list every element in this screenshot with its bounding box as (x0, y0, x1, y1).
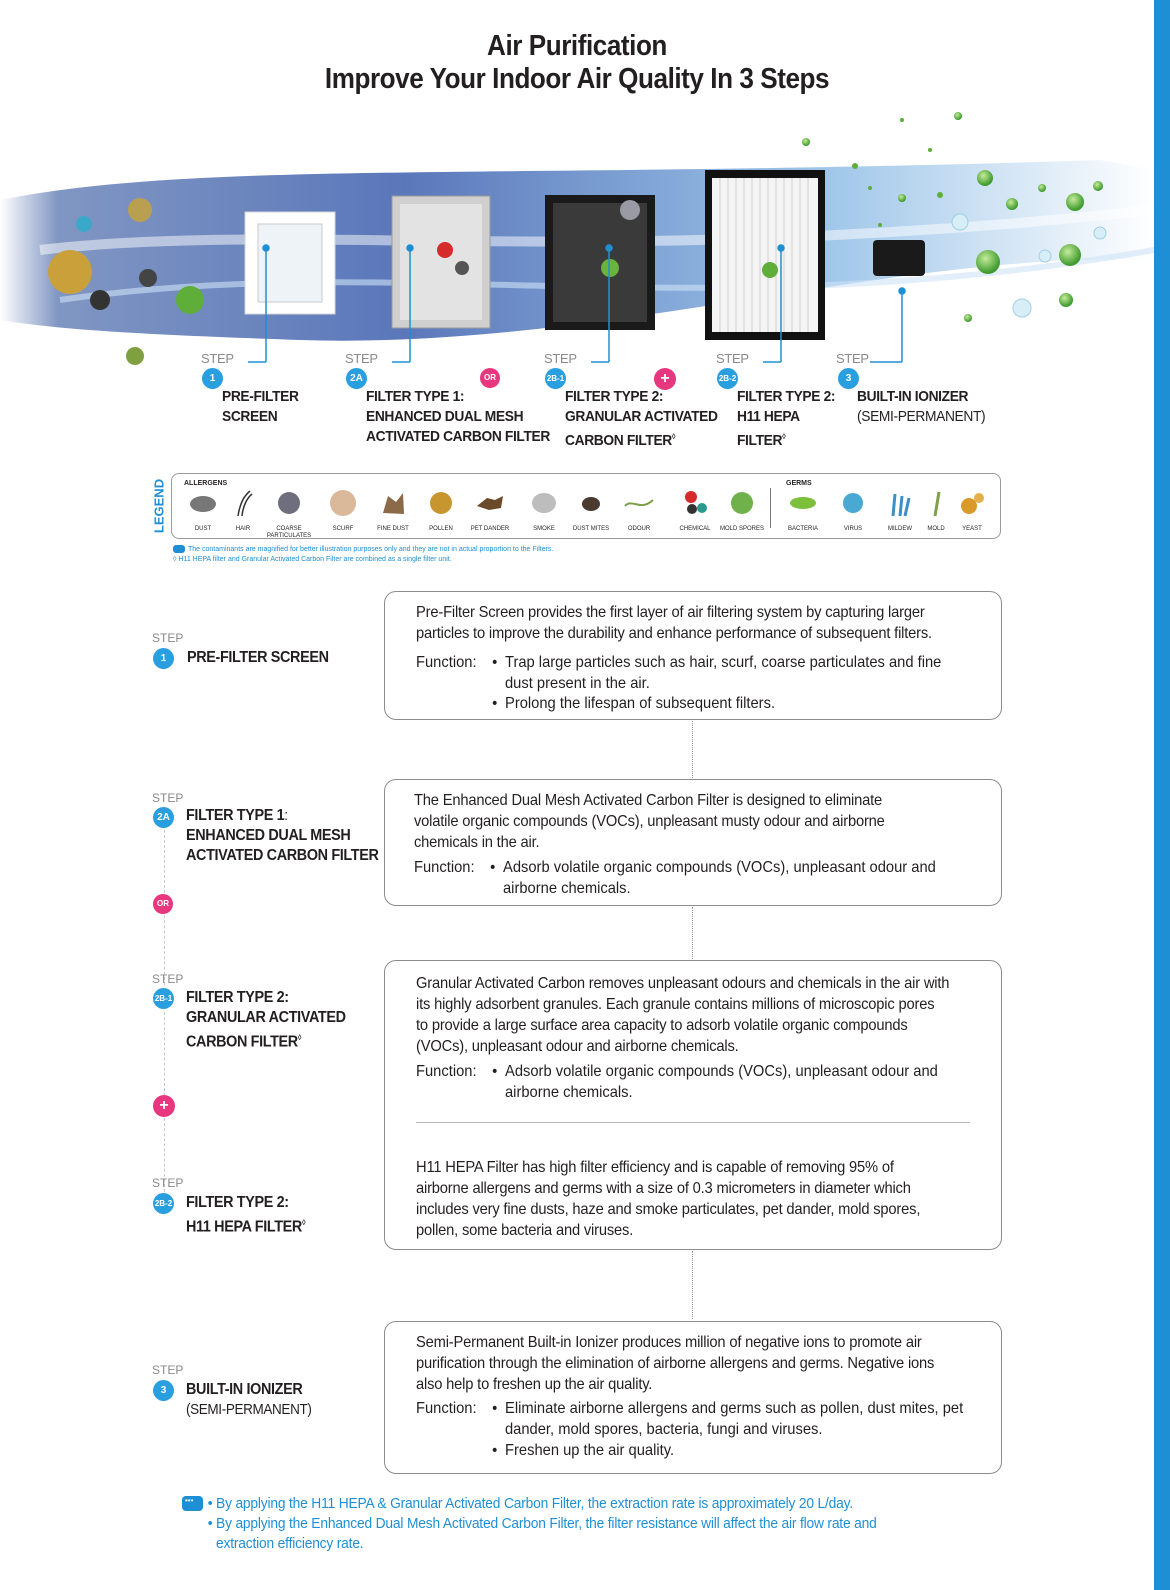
side-step2b2-name: FILTER TYPE 2: H11 HEPA FILTER◊ (186, 1194, 306, 1236)
side-step3-word: STEP (152, 1363, 184, 1377)
scurf-icon (328, 488, 358, 518)
yeast-icon (957, 488, 987, 518)
coarse-particulates-icon (274, 488, 304, 518)
bullet-item: • Adsorb volatile organic compounds (VOCs), unpleasant odour and airborne chemicals. (503, 857, 936, 899)
connector-dots-1 (692, 721, 693, 778)
legend-scurf: SCURF (320, 488, 366, 533)
legend-pollen: POLLEN (418, 488, 464, 533)
side-plus-badge: + (153, 1095, 175, 1117)
hero-step3-word: STEP (836, 351, 869, 366)
pet-dander-icon (475, 488, 505, 518)
page-title: Air Purification Improve Your Indoor Air Quality In 3 Steps (324, 30, 830, 95)
hero-step1-name: PRE-FILTER SCREEN (222, 388, 299, 425)
legend-dust: DUST (180, 488, 226, 533)
legend-virus: VIRUS (830, 488, 876, 533)
mildew-icon (885, 488, 915, 518)
legend-fine-dust: FINE DUST (370, 488, 416, 533)
legend-hair: HAIR (220, 488, 266, 533)
box-divider (416, 1122, 970, 1123)
legend-tag: LEGEND (151, 478, 167, 534)
side-step2a-word: STEP (152, 791, 184, 805)
legend-allergens-head: ALLERGENS (184, 480, 228, 487)
side-dash-line-3 (164, 1012, 165, 1096)
side-step2b2-word: STEP (152, 1176, 184, 1190)
legend-notes: The contaminants are magnified for better illustration purposes only and they are not in actual proportion to the Filters. ◊ H11 HEPA filter and Granular Activated Carbon Filter are combined as a single filter unit. (173, 546, 554, 563)
bullet-item: • Prolong the lifespan of subsequent filters. (505, 693, 775, 714)
hero-illustration (0, 100, 1154, 390)
mold-spores-icon (727, 488, 757, 518)
bullet-item: • Freshen up the air quality. (505, 1440, 674, 1461)
legend-odour: ODOUR (616, 488, 662, 533)
mold-icon (921, 488, 951, 518)
function-label: Function: (416, 1063, 477, 1080)
hero-step3-name: BUILT-IN IONIZER (SEMI-PERMANENT) (857, 388, 986, 425)
dust-mites-icon (576, 488, 606, 518)
side-step2b1-word: STEP (152, 972, 184, 986)
hero-step2a-badge: 2A (346, 368, 367, 389)
side-step2b2-badge: 2B-2 (153, 1193, 174, 1214)
side-step1-badge: 1 (153, 648, 174, 669)
hero-step1-badge: 1 (202, 368, 223, 389)
side-step2a-name: FILTER TYPE 1: ENHANCED DUAL MESH ACTIVATED CARBON FILTER (186, 807, 379, 864)
legend-coarse: COARSE PARTICULATES (266, 488, 312, 540)
step2b-detail-box: Granular Activated Carbon removes unpleasant odours and chemicals in the air with its highly adsorbent granules. Each granule contains millions of microscopic pores to provide a large surface area capacity to adsorb volatile organic compounds (VOCs), unpleasant odour and airborne chemicals. Function: • Adsorb volatile organic compounds (VOCs), unpleasant odour and airborne chemicals. H11 HEPA Filter has high filter efficiency and is capable of removing 95% of airborne allergens and germs with a size of 0.3 micrometers in diameter which includes very fine dusts, haze and smoke particulates, pet dander, mold spores, pollen, some bacteria and viruses. (384, 960, 1002, 1250)
step1-detail-box: Pre-Filter Screen provides the first layer of air filtering system by capturing larger particles to improve the durability and enhance performance of subsequent filters. Function: • Trap large particles such as hair, scurf, coarse particulates and fine dust present in the air. • Prolong the lifespan of subsequent filters. (384, 591, 1002, 720)
side-step3-name: BUILT-IN IONIZER (SEMI-PERMANENT) (186, 1381, 312, 1418)
function-label: Function: (414, 859, 475, 876)
legend-box (171, 473, 1001, 539)
side-step2a-badge: 2A (153, 807, 174, 828)
legend-yeast: YEAST (949, 488, 995, 533)
bacteria-icon (788, 488, 818, 518)
hero-step2b1-name: FILTER TYPE 2: GRANULAR ACTIVATED CARBON FILTER◊ (565, 388, 718, 449)
hero-step1-word: STEP (201, 351, 234, 366)
bullet-item: • Eliminate airborne allergens and germs such as pollen, dust mites, pet dander, mold spores, bacteria, fungi and viruses. (505, 1398, 963, 1440)
side-or-badge: OR (153, 894, 173, 914)
hair-icon (228, 488, 258, 518)
side-dash-line-1 (164, 830, 165, 893)
hero-step2a-name: FILTER TYPE 1: ENHANCED DUAL MESH ACTIVATED CARBON FILTER (366, 388, 550, 445)
pre-filter-graphic (245, 212, 335, 314)
hero-or-badge: OR (480, 368, 500, 388)
side-step3-badge: 3 (153, 1380, 174, 1401)
hero-step2b1-badge: 2B-1 (545, 368, 566, 389)
step3-detail-box: Semi-Permanent Built-in Ionizer produces million of negative ions to promote air purification through the elimination of airborne allergens and germs. Negative ions also help to freshen up the air quality. Function: • Eliminate airborne allergens and germs such as pollen, dust mites, pet dander, mold spores, bacteria, fungi and viruses. • Freshen up the air quality. (384, 1321, 1002, 1474)
legend-dust-mites: DUST MITES (568, 488, 614, 533)
step2a-detail-box: The Enhanced Dual Mesh Activated Carbon Filter is designed to eliminate volatile organic compounds (VOCs), unpleasant musty odour and airborne chemicals in the air. Function: • Adsorb volatile organic compounds (VOCs), unpleasant odour and airborne chemicals. (384, 779, 1002, 906)
connector-dots-2 (692, 907, 693, 959)
hero-step2b2-name: FILTER TYPE 2: H11 HEPA FILTER◊ (737, 388, 836, 449)
hero-step2a-word: STEP (345, 351, 378, 366)
right-edge-bar (1154, 0, 1170, 1590)
legend-smoke: SMOKE (521, 488, 567, 533)
hero-step2b2-badge: 2B-2 (717, 368, 738, 389)
speech-bubble-icon (173, 545, 185, 553)
hero-plus-badge: + (654, 368, 676, 390)
legend-mildew: MILDEW (877, 488, 923, 533)
legend-mold-spores: MOLD SPORES (719, 488, 765, 533)
side-step1-name: PRE-FILTER SCREEN (187, 649, 329, 666)
hero-step2b1-word: STEP (544, 351, 577, 366)
side-step2b1-name: FILTER TYPE 2: GRANULAR ACTIVATED CARBON FILTER◊ (186, 989, 346, 1051)
legend-bacteria: BACTERIA (780, 488, 826, 533)
connector-dots-3 (692, 1251, 693, 1319)
dust-icon (188, 488, 218, 518)
legend-germs-head: GERMS (786, 480, 812, 487)
side-step2b1-badge: 2B-1 (153, 988, 174, 1009)
side-step1-word: STEP (152, 631, 184, 645)
legend-mold: MOLD (913, 488, 959, 533)
hero-step2b2-word: STEP (716, 351, 749, 366)
chemical-icon (680, 488, 710, 518)
virus-icon (838, 488, 868, 518)
legend-divider (770, 488, 771, 528)
fine-dust-icon (378, 488, 408, 518)
function-label: Function: (416, 654, 477, 671)
footnotes: • By applying the H11 HEPA & Granular Activated Carbon Filter, the extraction rate is approximately 20 L/day. • By applying the Enhanced Dual Mesh Activated Carbon Filter, the filter resistance will affect the air flow rate and extraction efficiency rate. (207, 1495, 877, 1552)
legend-pet-dander: PET DANDER (467, 488, 513, 533)
pollen-icon (426, 488, 456, 518)
bullet-item: • Trap large particles such as hair, scurf, coarse particulates and fine dust present in the air. (505, 652, 941, 694)
bullet-item: • Adsorb volatile organic compounds (VOCs), unpleasant odour and airborne chemicals. (505, 1061, 938, 1103)
hero-step3-badge: 3 (838, 368, 859, 389)
smoke-icon (529, 488, 559, 518)
odour-icon (624, 488, 654, 518)
function-label: Function: (416, 1400, 477, 1417)
legend-chemical: CHEMICAL (672, 488, 718, 533)
